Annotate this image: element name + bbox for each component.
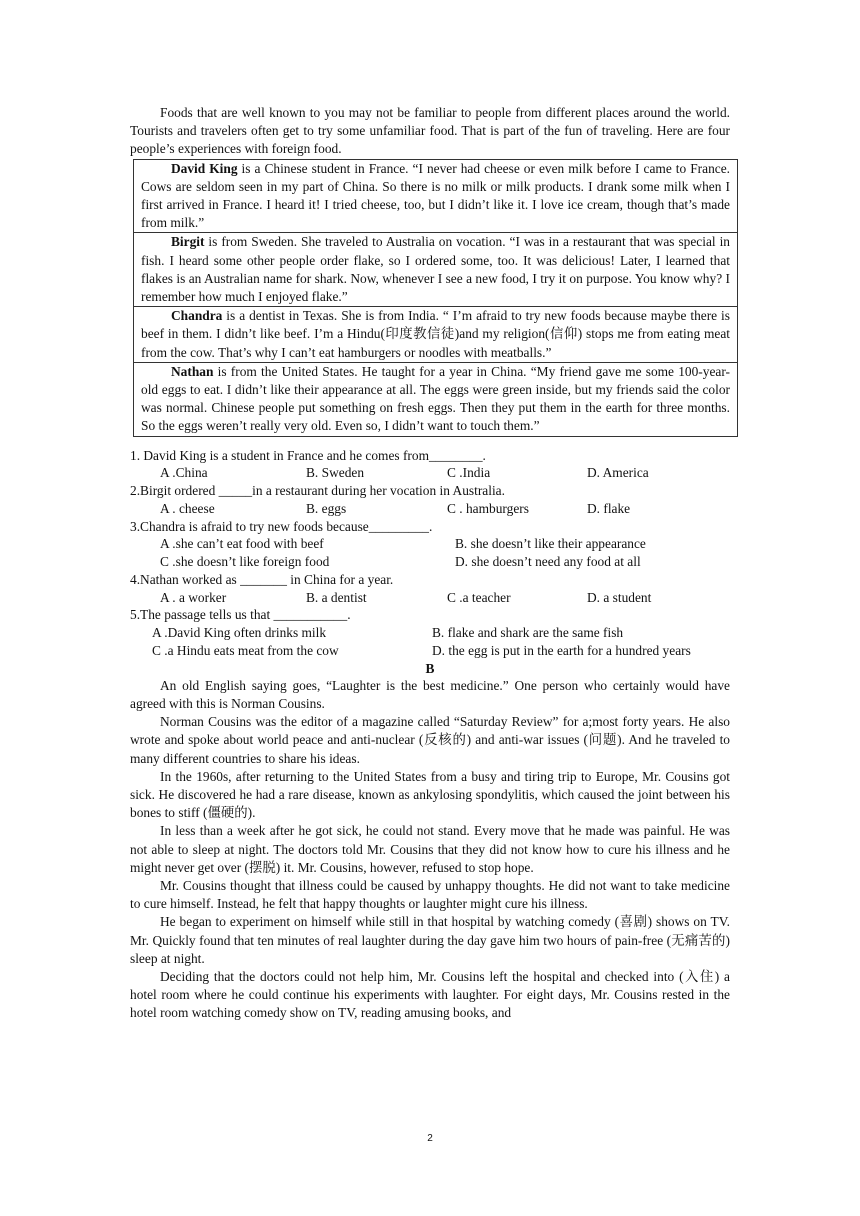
passage-paragraph: Norman Cousins was the editor of a magazine called “Saturday Review” for a;most forty years. He also wrote and spoke about world peace and anti-nuclear (反核的) and anti-war issues (问题). And he traveled to many different countries to share his ideas. [130,714,730,766]
option-a[interactable]: A . a worker [160,589,227,605]
option-d[interactable]: D. flake [587,500,631,516]
question-options [130,589,730,607]
option-c[interactable]: C .a teacher [447,589,511,605]
question-stem: 4.Nathan worked as _______ in China for a year. [130,571,394,587]
option-b[interactable]: B. Sweden [306,465,365,481]
option-d[interactable]: D. America [587,465,649,481]
option-a[interactable]: A .China [160,465,208,481]
question-1 [130,447,730,483]
option-a[interactable]: A . cheese [160,500,215,516]
question-options [130,553,730,571]
story-text: is from Sweden. She traveled to Australia on vocation. “I was in a restaurant that was special in fish. I heard some other people order flake, so I ordered some, too. It was delicious! Later, I learned that flakes is an Australian name for shark. Now, whenever I see a new food, I try it on purpose. You know why? I remember how much I enjoyed flake.” [141,234,730,305]
table-row [134,307,738,363]
passage-paragraph: Mr. Cousins thought that illness could be caused by unhappy thoughts. He did not want to take medicine to cure himself. Instead, he felt that happy thoughts or laughter might cure his illness. [130,877,730,912]
question-options [130,624,730,642]
question-4 [130,571,730,607]
option-d[interactable]: D. a student [587,589,652,605]
story-text: is a Chinese student in France. “I never had cheese or even milk before I came to France. Cows are seldom seen in my part of China. So there is no milk or milk products. I drank some milk when I first arrived in France. I heard it! I tried cheese, too, but I didn’t like it. I love ice cream, though that’s made from milk.” [141,160,730,231]
option-c[interactable]: C .she doesn’t like foreign food [160,554,330,570]
story-text: is a dentist in Texas. She is from India. “ I’m afraid to try new foods because maybe there is beef in them. I didn’t like beef. I’m a Hindu(印度教信徒)and my religion(信仰) stops me from eating meat from the cow. That’s why I can’t eat hamburgers or noodles with meatballs.” [141,308,730,360]
option-a[interactable]: A .David King often drinks milk [152,625,327,641]
option-c[interactable]: C .India [447,465,491,481]
story-name: David King [171,160,238,176]
story-text: is from the United States. He taught for a year in China. “My friend gave me some 100-year-old eggs to eat. I didn’t like their appearance at all. The eggs were green inside, but my friends said the color was normal. Chinese people put something on fresh eggs. Then they put them in the earth for three months. So the eggs weren’t really very old. Even so, I didn’t want to touch them.” [141,363,730,434]
intro-paragraph: Foods that are well known to you may not be familiar to people from different places around the world. Tourists and travelers often get to try some unfamiliar food. That is part of the fun of traveling. Here are four people’s experiences with foreign food. [130,105,730,157]
option-d[interactable]: D. the egg is put in the earth for a hundred years [432,642,691,658]
question-options [130,642,730,660]
question-stem: 3.Chandra is afraid to try new foods because_________. [130,518,433,534]
option-b[interactable]: B. she doesn’t like their appearance [455,536,646,552]
option-b[interactable]: B. eggs [306,500,347,516]
option-a[interactable]: A .she can’t eat food with beef [160,536,324,552]
stories-table [133,159,738,437]
story-name: Chandra [171,308,223,324]
story-name: Birgit [171,234,205,250]
question-2 [130,482,730,518]
question-stem: 1. David King is a student in France and he comes from________. [130,447,486,463]
passage-paragraph: In the 1960s, after returning to the United States from a busy and tiring trip to Europe, Mr. Cousins got sick. He discovered he had a rare disease, known as ankylosing spondylitis, which caused the joint between his bones to stiff (僵硬的). [130,768,730,821]
passage-paragraph: An old English saying goes, “Laughter is the best medicine.” One person who certainly would have agreed with this is Norman Cousins. [130,677,730,711]
section-heading: B [425,660,435,676]
question-options [130,535,730,553]
option-c[interactable]: C .a Hindu eats meat from the cow [152,642,339,658]
option-b[interactable]: B. a dentist [306,589,367,605]
table-row [134,233,738,307]
passage-paragraph: Deciding that the doctors could not help him, Mr. Cousins left the hospital and checked into (入住) a hotel room where he could continue his experiments with laughter. For eight days, Mr. Cousins rested in the hotel room watching comedy show on TV, reading amusing books, and [130,969,730,1021]
question-options [130,500,730,518]
option-b[interactable]: B. flake and shark are the same fish [432,625,624,641]
table-row [134,159,738,233]
passage-paragraph: He began to experiment on himself while still in that hospital by watching comedy (喜剧) shows on TV. Mr. Quickly found that ten minutes of real laughter during the day gave him two hours of pain-free (无痛苦的) sleep at night. [130,914,730,966]
page-number: 2 [427,1133,433,1144]
passage-paragraph: In less than a week after he got sick, he could not stand. Every move that he made was painful. He was not able to sleep at night. The doctors told Mr. Cousins that they did not know how to cure his illness and he might never get over (摆脱) it. Mr. Cousins, however, refused to stop hope. [130,823,730,875]
question-options [130,464,730,482]
question-5 [130,606,730,659]
option-c[interactable]: C . hamburgers [447,500,529,516]
question-3 [130,518,730,571]
table-row [134,362,738,436]
question-stem: 2.Birgit ordered _____in a restaurant during her vocation in Australia. [130,483,505,499]
document-page [130,104,730,1023]
passage-b [130,677,730,1023]
question-stem: 5.The passage tells us that ___________. [130,607,351,623]
story-name: Nathan [171,363,214,379]
option-d[interactable]: D. she doesn’t need any food at all [455,554,641,570]
